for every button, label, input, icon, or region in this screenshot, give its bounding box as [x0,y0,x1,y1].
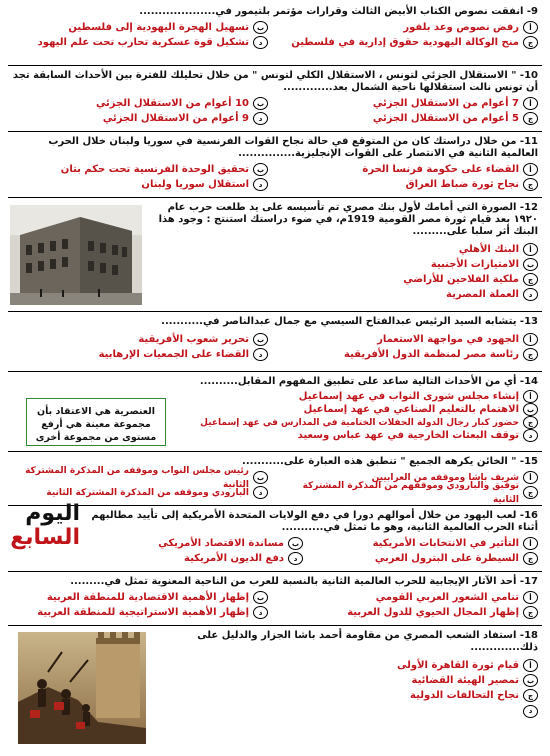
option-d[interactable]: د استقلال سوريا ولبنان [12,177,268,192]
battle-painting-image [18,632,146,744]
option-c[interactable]: ج رئاسة مصر لمنظمة الدول الأفريقية [282,347,538,362]
option-d[interactable]: د توقف البعثات الخارجية في عهد عباس وسعيد [182,429,538,442]
bubble-d[interactable]: د [253,112,268,125]
bubble-b[interactable]: ب [288,537,303,550]
question-stem: 15- " الخائن يكرهه الجميع " تنطبق هذه العبارة على........... [242,456,538,467]
question-11 [8,134,542,198]
option-a[interactable]: أ القضاء على حكومة فرنسا الحرة [282,162,538,177]
option-c[interactable]: ج نجاح التحالفات الدولية [152,688,538,703]
option-b[interactable]: ب إظهار الأهمية الاقتصادية للمنطقة العربية [12,590,268,605]
bubble-c[interactable]: ج [523,348,538,361]
bubble-c[interactable]: ج [523,178,538,191]
bubble-a[interactable]: أ [523,537,538,550]
option-d[interactable]: د دفع الديون الأمريكية [82,551,303,566]
question-9 [8,4,542,66]
option-b[interactable]: ب تمصير الهيئة القضائية [152,673,538,688]
bank-building-image [10,205,142,305]
question-15 [8,454,542,506]
bubble-a[interactable]: أ [523,591,538,604]
bubble-d[interactable]: د [523,705,538,718]
bubble-d[interactable]: د [253,486,268,499]
option-c[interactable]: ج السيطرة على البترول العربي [317,551,538,566]
question-stem: 14- أي من الأحداث التالية ساعد على تطبيق المفهوم المقابل.......... [199,376,538,387]
question-stem: 13- يتشابه السيد الرئيس عبدالفتاح السيسي مع جمال عبدالناصر في........... [161,316,538,327]
bubble-a[interactable]: أ [523,163,538,176]
option-d[interactable]: د العملة المصرية [157,287,538,302]
bubble-c[interactable]: ج [523,273,538,286]
option-c[interactable]: ج توفيق والبارودي وموقفهم من المذكرة المشتركة الثانية [282,485,538,500]
option-d[interactable]: د تشكيل قوة عسكرية تحارب تحت علم اليهود [12,35,268,50]
concept-note-box: العنصرية هي الاعتقاد بأن مجموعة معينة هي أرفع مستوى من مجموعة أخرى [26,398,166,446]
option-b[interactable]: ب تحقيق الوحدة الفرنسية تحت حكم بتان [12,162,268,177]
option-b[interactable]: ب الامتيازات الأجنبية [157,257,538,272]
bubble-d[interactable]: د [253,36,268,49]
option-c[interactable]: ج حضور كبار رجال الدولة الحفلات الختامية في المدارس في عهد إسماعيل [182,416,538,429]
bubble-c[interactable]: ج [523,552,538,565]
option-a[interactable]: أ تنامي الشعور العربي القومي [282,590,538,605]
option-d[interactable]: د البارودي وموقفه من المذكرة المشتركة الثانية [12,485,268,500]
bubble-b[interactable]: ب [523,674,538,687]
option-a[interactable]: أ إنشاء مجلس شورى النواب في عهد إسماعيل [182,390,538,403]
bubble-b[interactable]: ب [253,163,268,176]
option-c[interactable]: ج 5 أعوام من الاستقلال الجزئي [282,111,538,126]
option-d[interactable] [152,703,538,719]
option-a[interactable]: أ الجهود في مواجهة الاستعمار [282,332,538,347]
option-b[interactable]: ب مساندة الاقتصاد الأمريكي [82,536,303,551]
option-d[interactable]: د 9 أعوام من الاستقلال الجزئي [12,111,268,126]
option-a[interactable]: أ رفض نصوص وعد بلفور [282,20,538,35]
bubble-c[interactable]: ج [523,416,538,429]
bubble-b[interactable]: ب [253,21,268,34]
bubble-c[interactable]: ج [523,36,538,49]
option-a[interactable]: أ البنك الأهلي [157,242,538,257]
bubble-a[interactable]: أ [523,243,538,256]
bubble-b[interactable]: ب [523,258,538,271]
question-stem: 16- لعب اليهود من خلال أموالهم دورا في دفع الولايات المتحدة الأمريكية إلى تأييد مطالبهم أثناء الحرب العالمية الثانية، وهو ما تمثل في........... [91,510,538,533]
option-c[interactable]: ج نجاح ثورة ضباط العراق [282,177,538,192]
bubble-b[interactable]: ب [253,97,268,110]
bubble-d[interactable]: د [288,552,303,565]
bubble-d[interactable]: د [253,178,268,191]
question-stem: 11- من خلال دراستك كان من المتوقع في حالة نجاح القوات الفرنسية في سوريا ولبنان خلال الحرب العالمية الثانية في الانتصار على القوات الإنجليزية............... [48,136,538,159]
question-16 [8,508,542,572]
bubble-c[interactable]: ج [523,486,538,499]
bubble-d[interactable]: د [523,288,538,301]
bubble-a[interactable]: أ [523,333,538,346]
option-a[interactable]: أ قيام ثورة القاهرة الأولى [152,658,538,673]
bubble-d[interactable]: د [523,429,538,442]
bubble-b[interactable]: ب [253,471,268,484]
option-d[interactable]: د القضاء على الجمعيات الإرهابية [12,347,268,362]
option-b[interactable]: ب الاهتمام بالتعليم الصناعي في عهد إسماعيل [182,403,538,416]
option-b[interactable]: ب 10 أعوام من الاستقلال الجزئي [12,96,268,111]
bubble-c[interactable]: ج [523,606,538,619]
bubble-a[interactable]: أ [523,390,538,403]
option-a[interactable]: أ التأثير في الانتخابات الأمريكية [317,536,538,551]
bubble-c[interactable]: ج [523,112,538,125]
bubble-a[interactable]: أ [523,471,538,484]
bubble-d[interactable]: د [253,606,268,619]
question-stem: 9- انفقت نصوص الكتاب الأبيض الثالث وقرارات مؤتمر بلتيمور في.................... [139,6,538,17]
option-c[interactable]: ج ملكية الفلاحين للأراضي [157,272,538,287]
question-stem: 18- استفاد الشعب المصري من مقاومة أحمد باشا الجزار والدليل على ذلك............. [197,630,538,653]
option-c[interactable]: ج إظهار المجال الحيوي للدول العربية [282,605,538,620]
option-b[interactable]: ب رئيس مجلس النواب وموقفه من المذكرة المشتركة الثانية [12,470,268,485]
site-logo: اليوم السابع [10,501,80,550]
question-stem: 12- الصورة التي أمامك لأول بنك مصري تم تأسيسه على يد طلعت حرب عام ١٩٢٠ بعد قيام ثورة مصر القومية 1919م، في ضوء دراستك استنتج : وجود هذا البنك أثر سلبا على......... [158,202,538,237]
bubble-b[interactable]: ب [253,333,268,346]
bubble-b[interactable]: ب [523,403,538,416]
question-13 [8,314,542,372]
question-stem: 17- أحد الآثار الإيجابية للحرب العالمية الثانية بالنسبة للعرب من الناحية المعنوية تمثل في......... [70,576,538,587]
bubble-c[interactable]: ج [523,689,538,702]
bubble-b[interactable]: ب [253,591,268,604]
option-a[interactable]: أ شريف باشا وموقفه من العرابيين [282,470,538,485]
question-17 [8,574,542,626]
question-stem: 10- " الاستقلال الجزئي لتونس ، الاستقلال الكلي لتونس " من خلال تحليلك للفترة بين الأحداث السابقة تجد أن تونس نالت استقلالها ناحية الشمال بعد............. [12,70,538,93]
question-10 [8,68,542,132]
bubble-a[interactable]: أ [523,21,538,34]
option-b[interactable]: ب تحرير شعوب الأفريقية [12,332,268,347]
bubble-a[interactable]: أ [523,97,538,110]
option-c[interactable]: ج منح الوكالة اليهودية حقوق إدارية في فلسطين [282,35,538,50]
option-b[interactable]: ب تسهيل الهجرة اليهودية إلى فلسطين [12,20,268,35]
option-d[interactable]: د إظهار الأهمية الاستراتيجية للمنطقة العربية [12,605,268,620]
bubble-a[interactable]: أ [523,659,538,672]
option-a[interactable]: أ 7 أعوام من الاستقلال الجزئي [282,96,538,111]
bubble-d[interactable]: د [253,348,268,361]
